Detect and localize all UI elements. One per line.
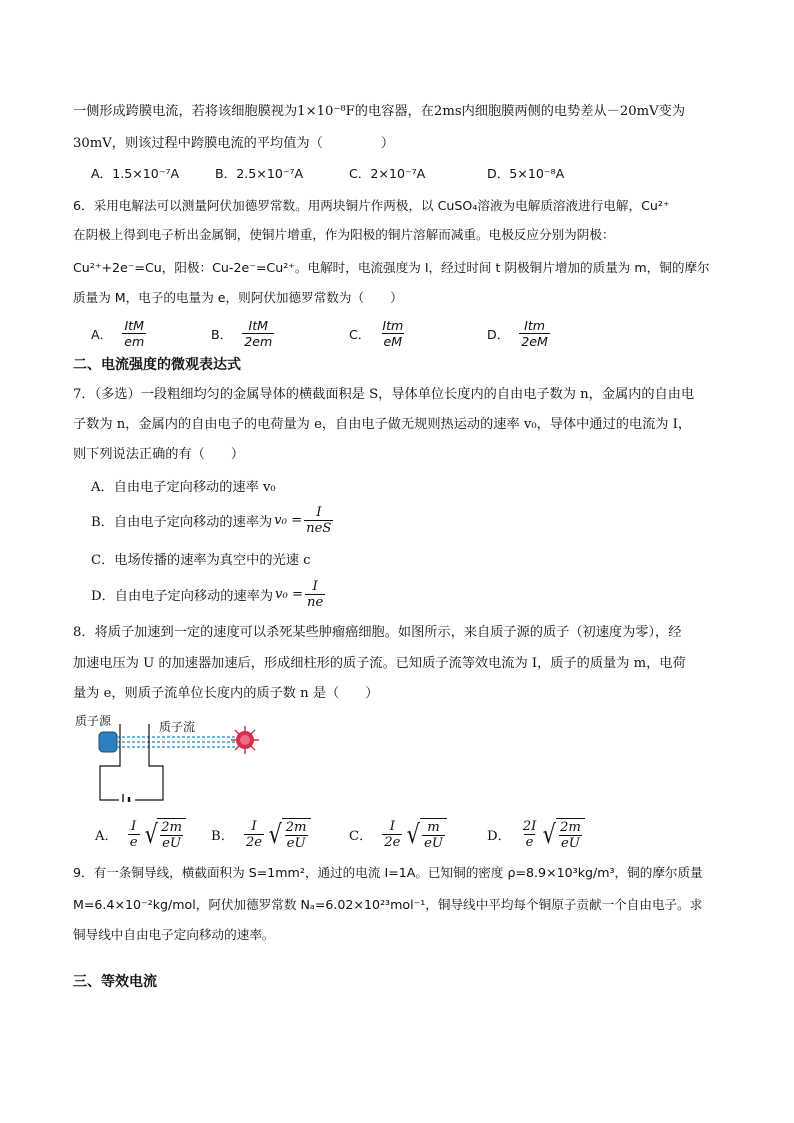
q5-option-c: C．2×10⁻⁷A [349,166,426,181]
proton-accelerator-figure [75,710,275,802]
q6-option-c: C． $\frac{\text{Itm}}{eM}$ [349,318,404,349]
q6-option-d: D． $\frac{\text{Itm}}{2eM}$ [487,318,548,349]
q7-option-c: C．电场传播的速率为真空中的光速 c [91,553,311,568]
q9-line1: 9．有一条铜导线，横截面积为 S=1mm²，通过的电流 I=1A。已知铜的密度 ρ=8.9×10³kg/m³，铜的摩尔质量 [73,865,703,880]
q5-line1: 一侧形成跨膜电流，若将该细胞膜视为1×10⁻⁸F的电容器，在2ms内细胞膜两侧的电势差从－20mV变为 [73,104,686,119]
accelerator-diagram [75,710,275,802]
q5-option-a: A．1.5×10⁻⁷A [91,166,180,181]
q7-line1: 7．（多选）一段粗细均匀的金属导体的横截面积是 S，导体单位长度内的自由电子数为 n，金属内的自由电 [73,387,695,402]
q5-line2-close: ） [380,136,394,151]
section-heading-2: 二、电流强度的微观表达式 [73,357,241,373]
q9-line3: 铜导线中自由电子定向移动的速率。 [73,927,275,942]
q5-option-b: B．2.5×10⁻⁷A [215,166,304,181]
q6-line4: 质量为 M，电子的电量为 e，则阿伏加德罗常数为（ ） [73,290,403,305]
figure-label-proton-source: 质子源 [75,714,112,728]
q8-line2: 加速电压为 U 的加速器加速后，形成细柱形的质子流。已知质子流等效电流为 I，质子的质量为 m，电荷 [73,656,686,671]
q5-line2 [73,135,394,153]
q7-line3: 则下列说法正确的有（ ） [73,447,245,462]
q7-line2: 子数为 n，金属内的自由电子的电荷量为 e，自由电子做无规则热运动的速率 v₀，导体中通过的电流为 I， [73,417,692,432]
figure-label-proton-beam: 质子流 [159,720,196,734]
q6-option-b: B． $\frac{\text{ItM}}{2em}$ [211,318,273,349]
q7-option-a: A．自由电子定向移动的速率 v₀ [91,480,276,495]
q8-option-d: D． $\frac{2I}{e}$ √ $\frac{2m}{eU}$ [487,818,585,851]
q8-option-b: B． $\frac{I}{2e}$ √ $\frac{2m}{eU}$ [211,818,311,851]
q6-option-a: A． $\frac{\text{ItM}}{em}$ [91,318,145,349]
q8-option-c: C． $\frac{I}{2e}$ √ $\frac{m}{eU}$ [349,818,447,851]
q8-line1: 8．将质子加速到一定的速度可以杀死某些肿瘤癌细胞。如图所示，来自质子源的质子（初速度为零），经 [73,625,682,640]
q8-option-a: A． $\frac{I}{e}$ √ $\frac{2m}{eU}$ [95,818,186,851]
q7-option-d: D．自由电子定向移动的速率为 v₀ = $\frac{I}{ne}$ [91,579,324,610]
q7-option-b: B．自由电子定向移动的速率为 v₀ = $\frac{I}{\text{neS}}$ [91,505,332,536]
section-heading-3: 三、等效电流 [73,974,157,990]
q9-line2: M=6.4×10⁻²kg/mol，阿伏加德罗常数 Nₐ=6.02×10²³mol⁻¹，铜导线中平均每个铜原子贡献一个自由电子。求 [73,897,703,912]
q5-line2-text: 30mV，则该过程中跨膜电流的平均值为（ [73,136,323,151]
q6-line1: 6．采用电解法可以测量阿伏加德罗常数。用两块铜片作两极，以 CuSO₄溶液为电解质溶液进行电解，Cu²⁺ [73,198,670,213]
q5-option-d: D．5×10⁻⁸A [487,166,565,181]
q6-line2: 在阴极上得到电子析出金属铜，使铜片增重，作为阳极的铜片溶解而减重。电极反应分别为阴极： [73,227,615,242]
q6-line3: Cu²⁺+2e⁻=Cu，阳极：Cu-2e⁻=Cu²⁺。电解时，电流强度为 I，经过时间 t 阴极铜片增加的质量为 m，铜的摩尔 [73,260,710,275]
q8-line3: 量为 e，则质子流单位长度内的质子数 n 是（ ） [73,686,379,701]
